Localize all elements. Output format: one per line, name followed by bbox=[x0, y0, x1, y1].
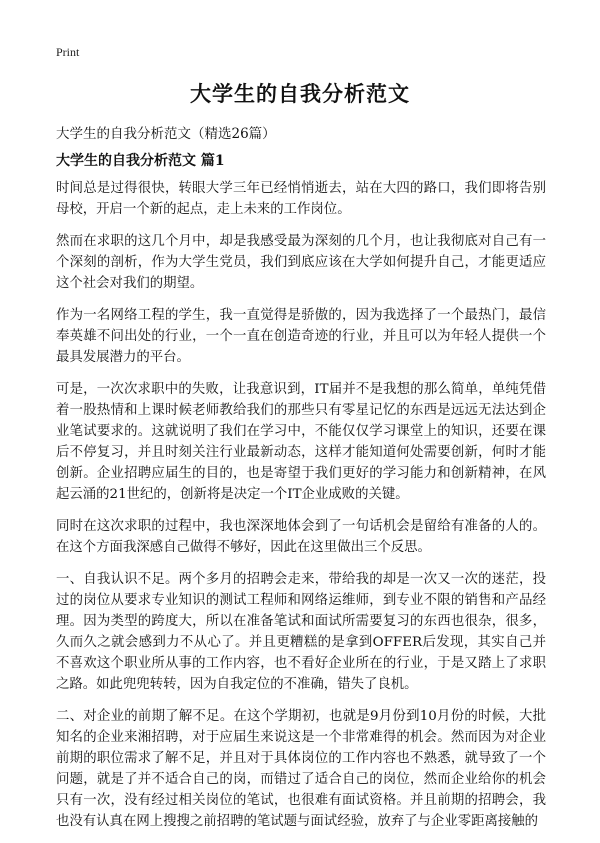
paragraph: 可是，一次次求职中的失败，让我意识到，IT届并不是我想的那么简单，单纯凭借着一股热情和上课时候老师教给我们的那些只有零星记忆的东西是远远无法达到企业笔试要求的。这就说明了我们在学习中，不能仅仅学习课堂上的知识，还要在课后不停复习，并且时刻关注行业最新动态，这样才能知道何处需要创新，何时才能创新。企业招聘应届生的目的，也是寄望于我们更好的学习能力和创新精神，在风起云涌的21世纪的，创新将是决定一个IT企业成败的关键。 bbox=[56, 382, 546, 502]
section-heading: 大学生的自我分析范文 篇1 bbox=[56, 153, 225, 169]
paragraph: 时间总是过得很快，转眼大学三年已经悄悄逝去，站在大四的路口，我们即将告别母校，开启一个新的起点，走上未来的工作岗位。 bbox=[56, 181, 546, 217]
page-title: 大学生的自我分析范文 bbox=[190, 81, 410, 106]
paragraph: 一、自我认识不足。两个多月的招聘会走来，带给我的却是一次又一次的迷茫，投过的岗位从要求专业知识的测试工程师和网络运维师，到专业不限的销售和产品经理。因为类型的跨度大，所以在准备笔试和面试所需要复习的东西也很杂，很多，久而久之就会感到力不从心了。并且更糟糕的是拿到OFFER后发现，其实自己并不喜欢这个职业所从事的工作内容，也不看好企业所在的行业，于是又踏上了求职之路。如此兜兜转转，因为自我定位的不准确，错失了良机。 bbox=[56, 572, 546, 692]
paragraph: 同时在这次求职的过程中，我也深深地体会到了一句话机会是留给有准备的人的。在这个方面我深感自己做得不够好，因此在这里做出三个反思。 bbox=[56, 519, 546, 555]
paragraph: 作为一名网络工程的学生，我一直觉得是骄傲的，因为我选择了一个最热门，最信奉英雄不问出处的行业，一个一直在创造奇迹的行业，并且可以为年轻人提供一个最具发展潜力的平台。 bbox=[56, 308, 546, 365]
document-subtitle: 大学生的自我分析范文（精选26篇） bbox=[56, 126, 276, 142]
paragraph: 然而在求职的这几个月中，却是我感受最为深刻的几个月，也让我彻底对自己有一个深刻的剖析，作为大学生党员，我们到底应该在大学如何提升自己，才能更适应这个社会对我们的期望。 bbox=[56, 234, 546, 291]
article-body bbox=[56, 178, 546, 843]
paragraph: 二、对企业的前期了解不足。在这个学期初，也就是9月份到10月份的时候，大批知名的企业来湘招聘，对于应届生来说这是一个非常难得的机会。然而因为对企业前期的职位需求了解不足，并且对于具体岗位的工作内容也不熟悉，就导致了一个问题，就是了并不适合自己的岗，而错过了适合自己的岗位，然而企业给你的机会只有一次，没有经过相关岗位的笔试，也很难有面试资格。并且前期的招聘会，我也没有认真在网上搜搜之前招聘的笔试题与面试经验，放弃了与企业零距离接触的 bbox=[56, 709, 546, 829]
print-link[interactable]: Print bbox=[56, 45, 80, 59]
